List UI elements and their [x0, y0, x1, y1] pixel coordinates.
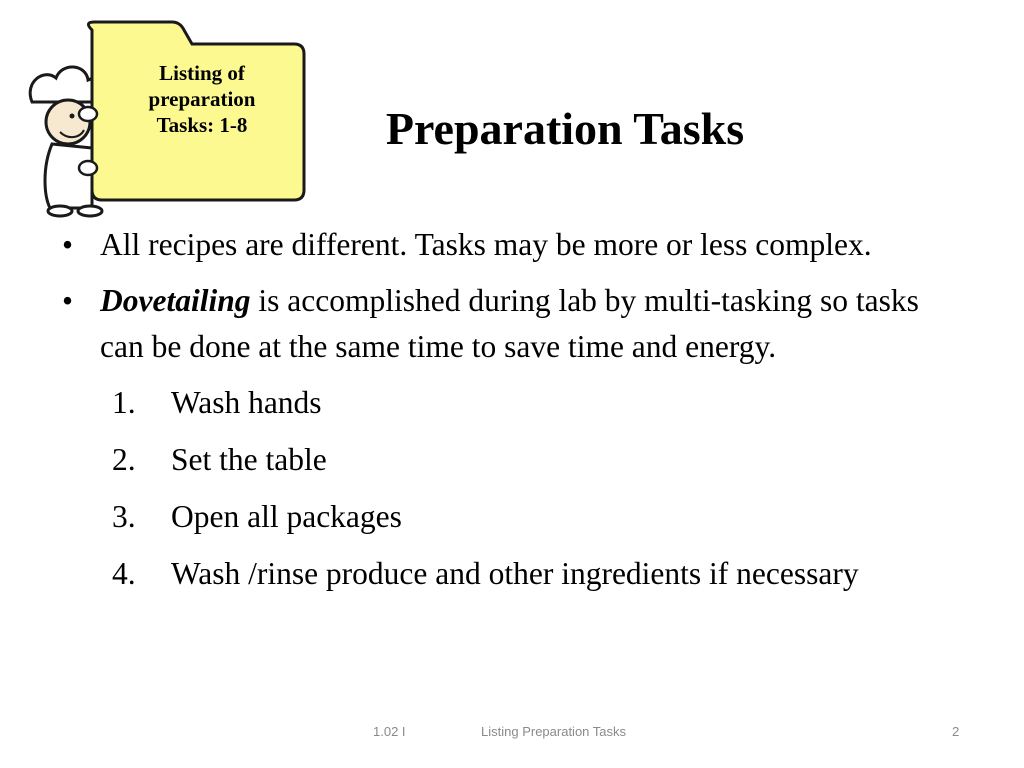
- bullet-text: is accomplished during lab by multi-tasking so tasks can be done at the same time to save time and energy.: [100, 283, 919, 364]
- chef-hand: [79, 107, 97, 121]
- folder-label-line: Listing of: [159, 61, 245, 85]
- page-number: 2: [952, 724, 960, 739]
- bullet-item: [62, 222, 962, 268]
- item-number: 3.: [112, 499, 136, 534]
- folder-label: [112, 60, 292, 138]
- bullet-text: All recipes are different. Tasks may be more or less complex.: [100, 227, 872, 262]
- item-text: Set the table: [171, 442, 327, 477]
- bullet-item: [62, 278, 962, 370]
- item-number: 2.: [112, 442, 136, 477]
- bullet-dot: •: [62, 283, 74, 318]
- item-text: Wash hands: [171, 385, 322, 420]
- numbered-item: [62, 551, 962, 597]
- folder-label-line: preparation: [148, 87, 256, 111]
- item-number: 1.: [112, 385, 136, 420]
- chef-body: [45, 144, 92, 208]
- slide-body: [62, 222, 962, 608]
- numbered-item: [62, 380, 962, 426]
- folder-label-line: Tasks: 1-8: [156, 113, 248, 137]
- item-text: Open all packages: [171, 499, 402, 534]
- numbered-item: [62, 437, 962, 483]
- bullet-lead: Dovetailing: [100, 283, 251, 318]
- item-text: Wash /rinse produce and other ingredients if necessary: [171, 556, 859, 591]
- footer-title: Listing Preparation Tasks: [481, 724, 627, 739]
- item-number: 4.: [112, 556, 136, 591]
- bullet-dot: •: [62, 227, 74, 262]
- footer-section-code: 1.02 I: [373, 724, 406, 739]
- slide-title: Preparation Tasks: [385, 103, 745, 154]
- numbered-item: [62, 494, 962, 540]
